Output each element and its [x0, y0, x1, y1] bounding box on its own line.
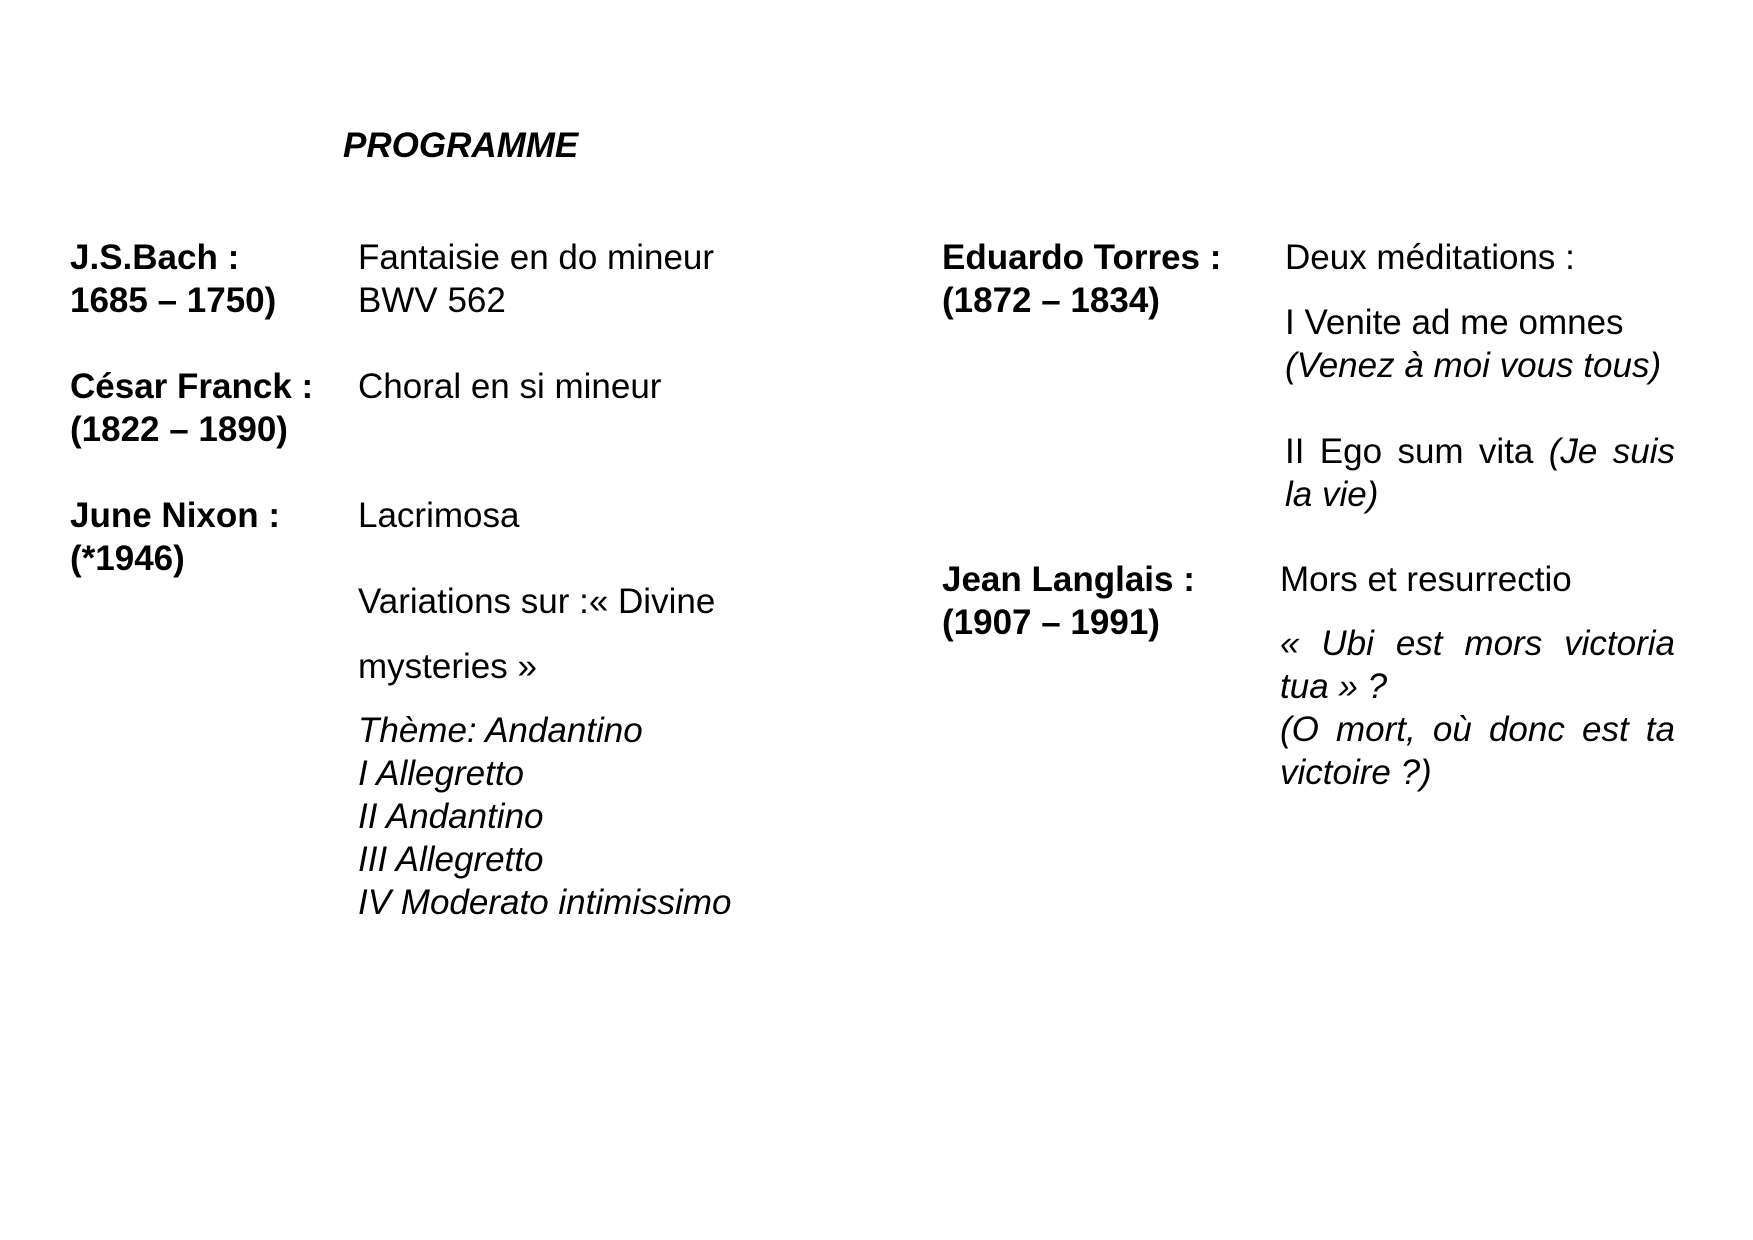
composer-langlais-dates: (1907 – 1991) — [942, 603, 1160, 642]
work-nixon-lacrimosa: Lacrimosa — [358, 496, 520, 535]
composer-franck: César Franck : — [70, 367, 314, 406]
work-franck: Choral en si mineur — [358, 367, 662, 406]
langlais-quote: « Ubi est mors victoria tua » ? — [1280, 624, 1675, 706]
work-bach-line-2: BWV 562 — [358, 281, 506, 320]
composer-nixon: June Nixon : — [70, 496, 281, 535]
composer-nixon-dates: (*1946) — [70, 539, 185, 578]
movement-1: I Allegretto — [358, 754, 525, 793]
composer-franck-dates: (1822 – 1890) — [70, 410, 288, 449]
movement-theme: Thème: Andantino — [358, 711, 643, 750]
composer-bach-dates: 1685 – 1750) — [70, 281, 277, 320]
composer-bach: J.S.Bach : — [70, 238, 240, 277]
composer-torres: Eduardo Torres : — [942, 238, 1222, 277]
work-torres: Deux méditations : — [1285, 238, 1575, 277]
work-nixon-variations-line-2: mysteries » — [358, 647, 537, 686]
page-title: PROGRAMME — [343, 126, 579, 165]
torres-part-2 — [1285, 430, 1675, 516]
movement-2: II Andantino — [358, 797, 544, 836]
composer-langlais: Jean Langlais : — [942, 560, 1195, 599]
work-bach-line-1: Fantaisie en do mineur — [358, 238, 715, 277]
composer-torres-dates: (1872 – 1834) — [942, 281, 1160, 320]
torres-part-2-title: II Ego sum vita — [1285, 432, 1549, 471]
torres-part-1-title: I Venite ad me omnes — [1285, 303, 1624, 342]
movement-4: IV Moderato intimissimo — [358, 883, 732, 922]
work-langlais: Mors et resurrectio — [1280, 560, 1572, 599]
torres-part-1-translation: (Venez à moi vous tous) — [1285, 346, 1662, 385]
work-nixon-variations-line-1: Variations sur :« Divine — [358, 582, 716, 621]
langlais-quote-translation: (O mort, où donc est ta victoire ?) — [1280, 710, 1675, 792]
torres-part-2-translation: (Je suis la vie) — [1285, 432, 1675, 514]
movement-3: III Allegretto — [358, 840, 544, 879]
